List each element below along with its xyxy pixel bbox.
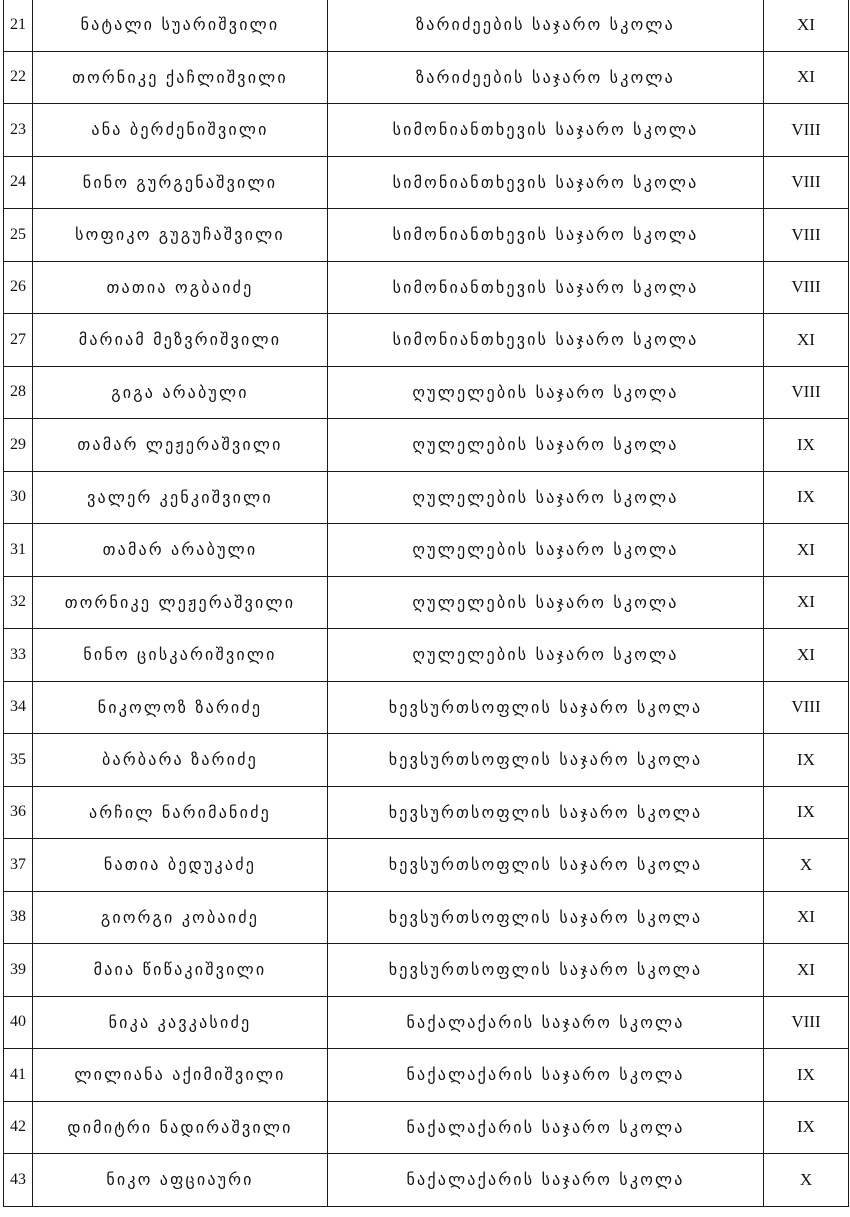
table-row [4,314,849,367]
grade: VIII [764,104,849,157]
student-table [3,0,849,1207]
school-name: ნაქალაქარის საჯარო სკოლა [328,1154,764,1207]
row-number: 24 [4,156,33,209]
row-number: 23 [4,104,33,157]
student-name: მაია წიწაკიშვილი [33,944,328,997]
student-name: მარიამ მეზვრიშვილი [33,314,328,367]
grade: XI [764,576,849,629]
table-row [4,366,849,419]
student-name: ნინო ცისკარიშვილი [33,629,328,682]
row-number: 25 [4,209,33,262]
row-number: 26 [4,261,33,314]
grade: VIII [764,681,849,734]
table-row [4,209,849,262]
grade: XI [764,524,849,577]
student-name: ნატალი სუარიშვილი [33,0,328,51]
row-number: 22 [4,51,33,104]
table-row [4,419,849,472]
school-name: ხევსურთსოფლის საჯარო სკოლა [328,786,764,839]
table-row [4,104,849,157]
grade: VIII [764,156,849,209]
student-name: თამარ ლეჟერაშვილი [33,419,328,472]
row-number: 43 [4,1154,33,1207]
school-name: ღულელების საჯარო სკოლა [328,419,764,472]
table-row [4,1049,849,1102]
school-name: ხევსურთსოფლის საჯარო სკოლა [328,734,764,787]
student-name: ნიკო აფციაური [33,1154,328,1207]
school-name: სიმონიანთხევის საჯარო სკოლა [328,209,764,262]
school-name: ღულელების საჯარო სკოლა [328,629,764,682]
grade: IX [764,1101,849,1154]
grade: VIII [764,209,849,262]
school-name: ღულელების საჯარო სკოლა [328,576,764,629]
grade: IX [764,471,849,524]
grade: IX [764,786,849,839]
school-name: სიმონიანთხევის საჯარო სკოლა [328,156,764,209]
row-number: 40 [4,996,33,1049]
student-name: გიორგი კობაიძე [33,891,328,944]
grade: IX [764,734,849,787]
school-name: სიმონიანთხევის საჯარო სკოლა [328,261,764,314]
row-number: 32 [4,576,33,629]
student-name: ნიკოლოზ ზარიძე [33,681,328,734]
row-number: 38 [4,891,33,944]
grade: XI [764,944,849,997]
student-name: თორნიკე ქაჩლიშვილი [33,51,328,104]
table-row [4,786,849,839]
grade: IX [764,419,849,472]
grade: X [764,1154,849,1207]
row-number: 42 [4,1101,33,1154]
table-row [4,51,849,104]
row-number: 31 [4,524,33,577]
student-name: ნიკა კავკასიძე [33,996,328,1049]
school-name: ნაქალაქარის საჯარო სკოლა [328,1049,764,1102]
table-row [4,996,849,1049]
grade: VIII [764,366,849,419]
school-name: ხევსურთსოფლის საჯარო სკოლა [328,944,764,997]
row-number: 30 [4,471,33,524]
row-number: 28 [4,366,33,419]
grade: X [764,839,849,892]
table-row [4,839,849,892]
school-name: სიმონიანთხევის საჯარო სკოლა [328,314,764,367]
student-name: გიგა არაბული [33,366,328,419]
student-name: ანა ბერძენიშვილი [33,104,328,157]
table-row [4,1154,849,1207]
school-name: ღულელების საჯარო სკოლა [328,471,764,524]
student-name: თამარ არაბული [33,524,328,577]
school-name: ხევსურთსოფლის საჯარო სკოლა [328,839,764,892]
school-name: ნაქალაქარის საჯარო სკოლა [328,996,764,1049]
school-name: ღულელების საჯარო სკოლა [328,366,764,419]
row-number: 33 [4,629,33,682]
student-name: ნათია ბედუკაძე [33,839,328,892]
student-name: ბარბარა ზარიძე [33,734,328,787]
school-name: ზარიძეების საჯარო სკოლა [328,51,764,104]
school-name: ხევსურთსოფლის საჯარო სკოლა [328,891,764,944]
grade: XI [764,314,849,367]
row-number: 37 [4,839,33,892]
student-name: ნინო გურგენაშვილი [33,156,328,209]
row-number: 39 [4,944,33,997]
student-name: დიმიტრი ნადირაშვილი [33,1101,328,1154]
table-row [4,156,849,209]
student-name: ვალერ კენკიშვილი [33,471,328,524]
student-name: სოფიკო გუგუჩაშვილი [33,209,328,262]
grade: VIII [764,261,849,314]
table-row [4,734,849,787]
school-name: ზარიძეების საჯარო სკოლა [328,0,764,51]
student-name: თორნიკე ლეჟერაშვილი [33,576,328,629]
row-number: 34 [4,681,33,734]
row-number: 27 [4,314,33,367]
grade: XI [764,0,849,51]
student-name: თათია ოგბაიძე [33,261,328,314]
grade: IX [764,1049,849,1102]
row-number: 36 [4,786,33,839]
school-name: ხევსურთსოფლის საჯარო სკოლა [328,681,764,734]
table-row [4,944,849,997]
student-name: ლილიანა აქიმიშვილი [33,1049,328,1102]
table-row [4,576,849,629]
school-name: სიმონიანთხევის საჯარო სკოლა [328,104,764,157]
table-row [4,471,849,524]
table-row [4,1101,849,1154]
school-name: ნაქალაქარის საჯარო სკოლა [328,1101,764,1154]
table-row [4,629,849,682]
grade: XI [764,629,849,682]
row-number: 29 [4,419,33,472]
table-row [4,891,849,944]
row-number: 35 [4,734,33,787]
table-row [4,0,849,51]
row-number: 21 [4,0,33,51]
student-name: არჩილ ნარიმანიძე [33,786,328,839]
table-row [4,261,849,314]
row-number: 41 [4,1049,33,1102]
grade: VIII [764,996,849,1049]
grade: XI [764,891,849,944]
table-row [4,681,849,734]
grade: XI [764,51,849,104]
table-row [4,524,849,577]
school-name: ღულელების საჯარო სკოლა [328,524,764,577]
